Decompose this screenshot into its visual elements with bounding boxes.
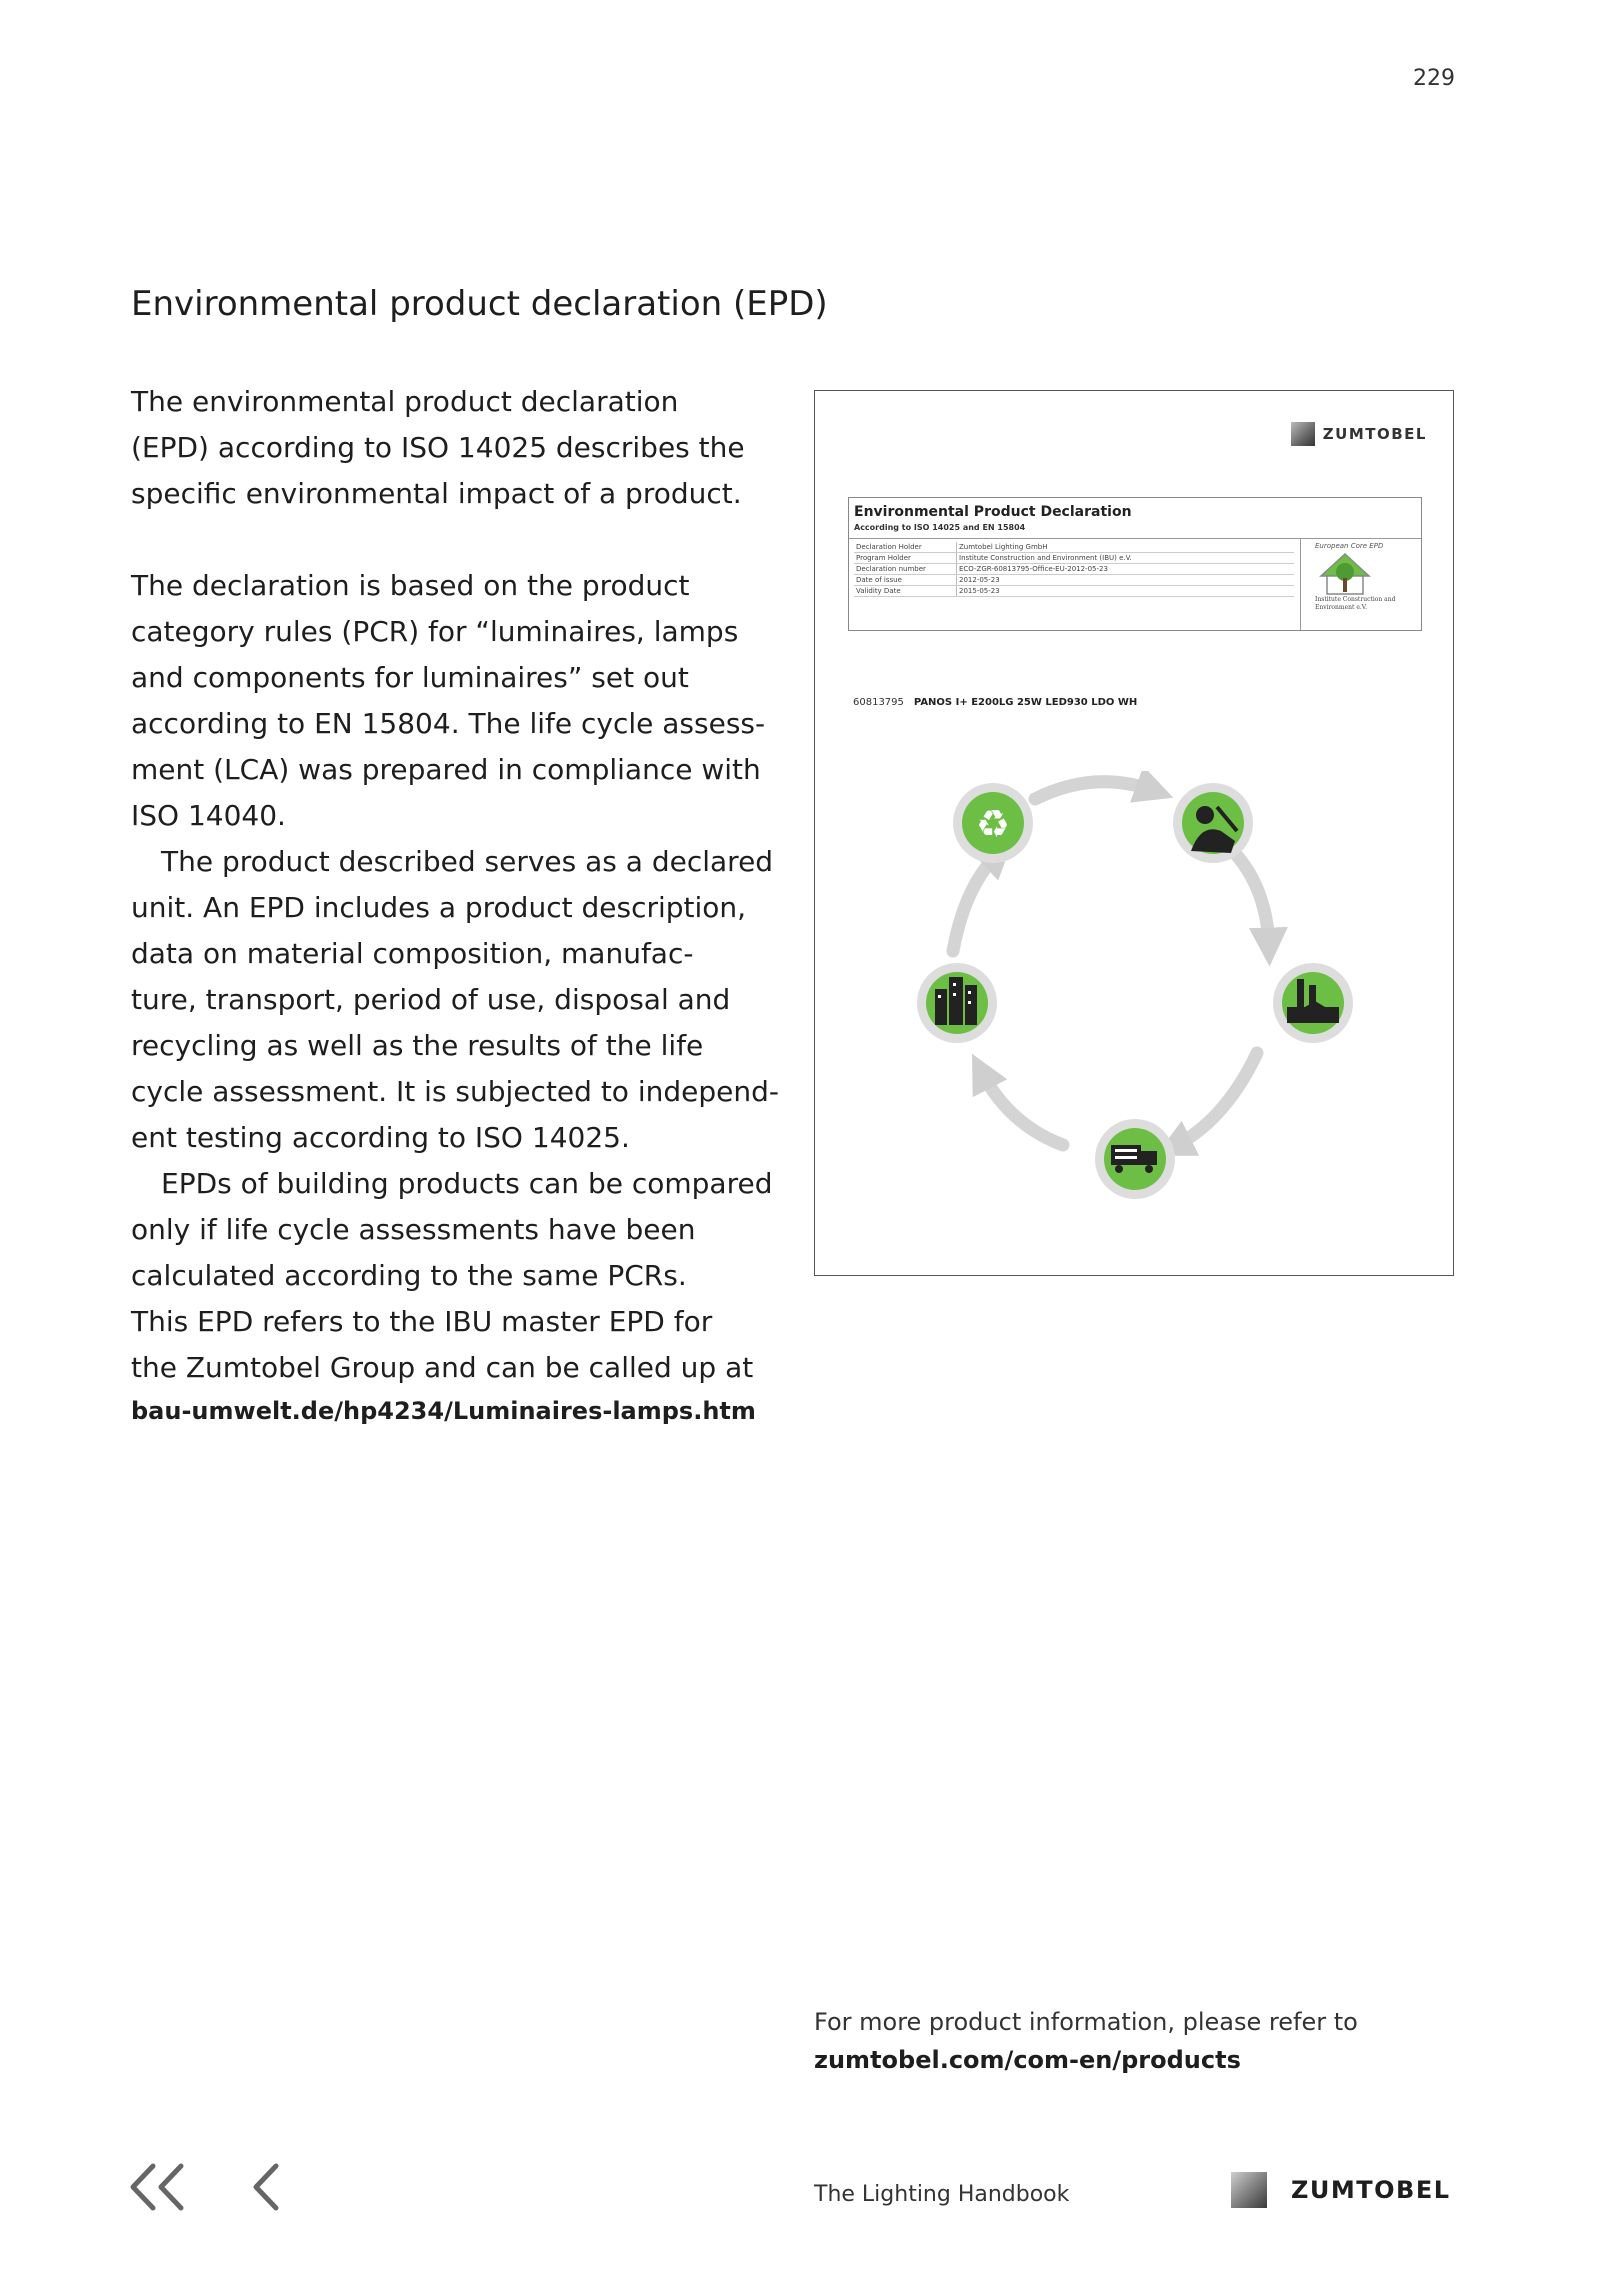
page-title: Environmental product declaration (EPD) [131,284,828,324]
truck-icon [1095,1119,1175,1199]
text-line: ment (LCA) was prepared in compliance with [131,753,761,786]
epd-declaration-box [848,497,1422,631]
ibu-epd-link[interactable]: bau-umwelt.de/hp4234/Luminaires-lamps.htm [131,1397,756,1425]
text-line: calculated according to the same PCRs. [131,1259,687,1292]
epd-title: Environmental Product Declaration [854,504,1132,520]
epd-certification-panel [1300,538,1421,630]
table-row [854,542,1294,553]
text-line: The product described serves as a declared [161,845,774,878]
row-label: Declaration Holder [854,542,957,553]
brand-name: ZUMTOBEL [1291,2176,1451,2204]
previous-page-icon[interactable] [250,2162,284,2212]
main-text [131,563,811,1431]
handbook-title: The Lighting Handbook [814,2182,1070,2207]
text-line: recycling as well as the results of the life [131,1029,704,1062]
table-row [854,564,1294,575]
text-line: only if life cycle assessments have been [131,1213,696,1246]
product-info-text: For more product information, please refer to [814,2008,1358,2036]
text-line: The environmental product declaration [131,385,679,418]
row-value: 2015-05-23 [957,586,1295,597]
row-label: Date of issue [854,575,957,586]
product-name: PANOS I+ E200LG 25W LED930 LDO WH [913,697,1138,708]
factory-icon [1273,963,1353,1043]
figure-brand-logo [1291,422,1427,446]
city-buildings-icon [917,963,997,1043]
text-line: cycle assessment. It is subjected to independ- [131,1075,779,1108]
mining-icon [1173,783,1253,863]
row-value: Zumtobel Lighting GmbH [957,542,1295,553]
row-label: Program Holder [854,553,957,564]
table-row [854,553,1294,564]
svg-text:♻: ♻ [975,802,1011,846]
products-link[interactable]: zumtobel.com/com-en/products [814,2046,1241,2074]
product-code: 60813795 [853,697,904,708]
text-line: (EPD) according to ISO 14025 describes the [131,431,745,464]
cycle-arrow [1227,845,1269,947]
text-line: The declaration is based on the product [131,569,690,602]
row-label: Declaration number [854,564,957,575]
cycle-arrow [953,853,999,951]
epd-figure [814,390,1454,1276]
zumtobel-logo-icon [1231,2172,1267,2208]
text-line: and components for luminaires” set out [131,661,689,694]
text-line: EPDs of building products can be compared [161,1167,773,1200]
text-line: unit. An EPD includes a product description, [131,891,747,924]
brand-logo [1231,2172,1451,2208]
cycle-arrow [981,1071,1063,1145]
figure-brand-text: ZUMTOBEL [1322,425,1427,443]
house-tree-icon [1317,552,1373,596]
text-line: ent testing according to ISO 14025. [131,1121,630,1154]
text-line: category rules (PCR) for “luminaires, lamps [131,615,739,648]
cycle-arrow [1173,1053,1257,1147]
page-number: 229 [1413,66,1455,91]
cycle-arrow [1035,782,1155,799]
epd-details-table [854,542,1294,597]
epd-subtitle: According to ISO 14025 and EN 15804 [854,523,1026,532]
life-cycle-diagram [905,771,1365,1231]
row-label: Validity Date [854,586,957,597]
row-value: ECO-ZGR-60813795-Office-EU-2012-05-23 [957,564,1295,575]
text-line: data on material composition, manufac- [131,937,694,970]
text-line: specific environmental impact of a product. [131,477,742,510]
row-value: 2012-05-23 [957,575,1295,586]
text-line: ture, transport, period of use, disposal and [131,983,731,1016]
text-line: the Zumtobel Group and can be called up at [131,1351,754,1384]
ibu-institute-label: Institute Construction and Environment e.V. [1315,596,1396,611]
intro-paragraph [131,379,811,517]
european-core-epd-label: European Core EPD [1315,542,1384,550]
table-row [854,586,1294,597]
text-line: This EPD refers to the IBU master EPD for [131,1305,713,1338]
recycle-icon [953,783,1033,863]
product-info-note [814,2003,1358,2079]
table-row [854,575,1294,586]
row-value: Institute Construction and Environment (IBU) e.V. [957,553,1295,564]
text-line: according to EN 15804. The life cycle assess- [131,707,766,740]
text-line: ISO 14040. [131,799,286,832]
zumtobel-logo-icon [1291,422,1315,446]
first-page-icon[interactable] [127,2162,189,2212]
epd-product-line [853,697,1137,708]
